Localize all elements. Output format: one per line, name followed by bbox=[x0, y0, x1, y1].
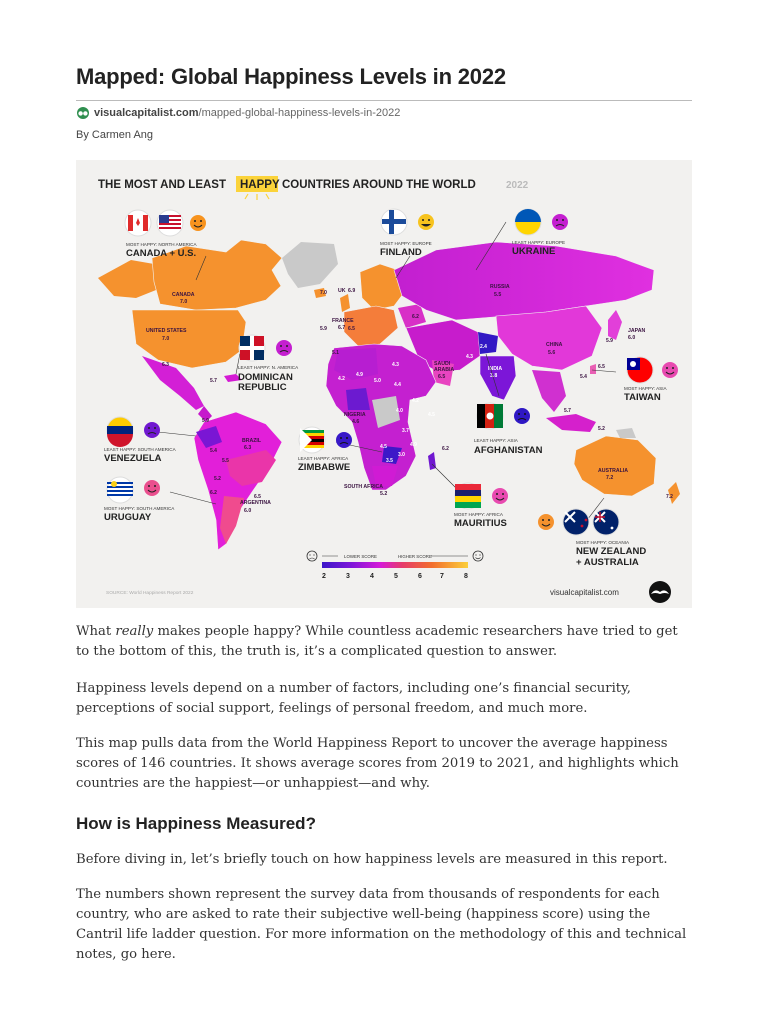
paragraph-text: What bbox=[76, 624, 116, 639]
map-value: 7.2 bbox=[666, 494, 673, 500]
label-brazil: BRAZIL bbox=[242, 438, 262, 444]
callout-mauritius bbox=[454, 483, 508, 529]
callout-name-2: + AUSTRALIA bbox=[576, 557, 639, 568]
legend-tick: 2 bbox=[322, 573, 326, 580]
legend-tick: 8 bbox=[464, 573, 468, 580]
source-line bbox=[76, 107, 400, 119]
happy-face-icon bbox=[662, 362, 678, 378]
happiness-map-infographic bbox=[76, 160, 692, 608]
callout-name: TAIWAN bbox=[624, 392, 661, 403]
callout-label: LEAST HAPPY: SOUTH AMERICA bbox=[104, 447, 176, 452]
uk-shape bbox=[340, 294, 350, 312]
value-australia: 7.2 bbox=[606, 475, 614, 481]
legend-tick: 4 bbox=[370, 573, 374, 580]
article-title: Mapped: Global Happiness Levels in 2022 bbox=[76, 64, 506, 89]
label-india: INDIA bbox=[488, 366, 503, 372]
callout-name: URUGUAY bbox=[104, 512, 152, 523]
legend-lower-label: LOWER SCORE bbox=[344, 554, 377, 559]
map-value: 6.5 bbox=[254, 494, 261, 500]
visual-capitalist-mustache-logo-icon bbox=[649, 581, 671, 603]
map-value: 5.7 bbox=[564, 408, 571, 414]
visual-capitalist-logo-icon bbox=[76, 107, 90, 119]
section-heading: How is Happiness Measured? bbox=[76, 814, 316, 833]
map-value: 6.2 bbox=[412, 314, 419, 320]
callout-name-1: NEW ZEALAND bbox=[576, 546, 647, 557]
callout-finland bbox=[380, 209, 434, 258]
callout-label: MOST HAPPY: AFRICA bbox=[454, 512, 503, 517]
paragraph-text: . bbox=[171, 947, 176, 962]
callout-name: AFGHANISTAN bbox=[474, 445, 543, 456]
legend-gradient-bar bbox=[322, 562, 468, 568]
legend-tick: 5 bbox=[394, 573, 398, 580]
callout-name: FINLAND bbox=[380, 247, 422, 258]
map-value: 5.9 bbox=[202, 418, 209, 424]
map-value: 3.0 bbox=[398, 452, 405, 458]
alaska-shape bbox=[98, 260, 156, 298]
paragraph-text: The numbers shown represent the survey data from thousands of respondents for each country, who are asked to rate their subjective well-being (happiness score) using the Cantril life ladder question. For more information on the methodology of this and technical notes, go bbox=[76, 887, 687, 962]
grin-face-icon bbox=[418, 214, 434, 230]
map-value: 5.9 bbox=[606, 338, 613, 344]
map-value: 2.4 bbox=[480, 344, 487, 350]
sun-rays-icon bbox=[245, 194, 269, 200]
happy-face-icon bbox=[473, 551, 483, 561]
sad-face-icon bbox=[307, 551, 317, 561]
world-happiness-map bbox=[76, 160, 692, 608]
callout-label: MOST HAPPY: EUROPE bbox=[380, 241, 432, 246]
value-china: 5.6 bbox=[548, 350, 556, 356]
greenland-shape bbox=[282, 242, 338, 288]
happy-face-icon bbox=[538, 514, 554, 530]
legend-tick: 3 bbox=[346, 573, 350, 580]
emphasis-text: really bbox=[115, 624, 154, 639]
callout-label: MOST HAPPY: SOUTH AMERICA bbox=[104, 506, 175, 511]
callout-dominican-republic bbox=[238, 335, 299, 393]
map-value: 4.9 bbox=[410, 442, 417, 448]
value-canada: 7.0 bbox=[180, 299, 188, 305]
paragraph-3: This map pulls data from the World Happiness Report to uncover the average happiness scores of 146 countries. It shows average scores from 2019 to 2021, and highlights which countries are the happiest—or unhappiest—and why. bbox=[76, 736, 679, 791]
sad-face-icon bbox=[552, 214, 568, 230]
australia-shape bbox=[574, 436, 656, 496]
label-nigeria: NIGERIA bbox=[344, 412, 366, 418]
callout-name: ZIMBABWE bbox=[298, 462, 351, 473]
map-value: 4.3 bbox=[392, 362, 399, 368]
paragraph-2: Happiness levels depend on a number of factors, including one’s financial security, perceptions of social support, feelings of personal freedom, and much more. bbox=[76, 681, 631, 716]
label-argentina: ARGENTINA bbox=[240, 500, 271, 506]
callout-taiwan bbox=[624, 357, 678, 403]
label-russia: RUSSIA bbox=[490, 284, 510, 290]
callout-zimbabwe bbox=[298, 427, 352, 473]
map-value: 4.2 bbox=[338, 376, 345, 382]
map-value: 5.1 bbox=[332, 350, 339, 356]
map-value: 6.2 bbox=[210, 490, 217, 496]
callout-name: UKRAINE bbox=[512, 246, 556, 257]
map-value: 6.5 bbox=[598, 364, 605, 370]
value-brazil: 6.3 bbox=[244, 445, 252, 451]
map-value: 6.3 bbox=[162, 362, 169, 368]
callout-label: LEAST HAPPY: EUROPE bbox=[512, 240, 566, 245]
value-france: 6.7 bbox=[338, 325, 346, 331]
map-value: 4.0 bbox=[396, 408, 403, 414]
callout-name: MAURITIUS bbox=[454, 518, 507, 529]
map-value: 3.7 bbox=[402, 428, 409, 434]
value-argentina: 6.0 bbox=[244, 508, 252, 514]
taiwan-shape bbox=[590, 364, 596, 374]
label-france: FRANCE bbox=[332, 318, 354, 324]
headline-highlight: HAPPY bbox=[240, 179, 280, 191]
source-note: SOURCE: World Happiness Report 2022 bbox=[106, 591, 194, 596]
callout-nz-australia bbox=[538, 509, 646, 568]
callout-label: LEAST HAPPY: ASIA bbox=[474, 438, 518, 443]
indonesia-shape bbox=[546, 414, 596, 432]
callout-canada-us bbox=[125, 210, 206, 259]
happy-face-icon bbox=[492, 488, 508, 504]
brand-text: visualcapitalist.com bbox=[550, 588, 619, 597]
map-value: 5.7 bbox=[210, 378, 217, 384]
value-nigeria: 4.6 bbox=[352, 419, 360, 425]
sad-face-icon bbox=[276, 340, 292, 356]
title-divider bbox=[76, 100, 692, 101]
headline-year: 2022 bbox=[506, 180, 529, 191]
callout-name: VENEZUELA bbox=[104, 453, 162, 464]
japan-shape bbox=[608, 310, 622, 340]
callout-label: LEAST HAPPY: AFRICA bbox=[298, 456, 349, 461]
sad-face-icon bbox=[336, 432, 352, 448]
byline: By Carmen Ang bbox=[76, 129, 154, 141]
paragraph-1 bbox=[76, 622, 692, 662]
headline-rest: COUNTRIES AROUND THE WORLD bbox=[282, 179, 476, 191]
value-india: 3.8 bbox=[490, 373, 498, 379]
source-path: /mapped-global-happiness-levels-in-2022 bbox=[198, 107, 401, 119]
label-usa: UNITED STATES bbox=[146, 328, 187, 334]
callout-afghanistan bbox=[474, 403, 543, 456]
paragraph-5 bbox=[76, 885, 692, 965]
callout-label: MOST HAPPY: NORTH AMERICA bbox=[126, 242, 197, 247]
nigeria-shape bbox=[346, 388, 370, 410]
map-value: 6.5 bbox=[348, 326, 355, 332]
value-south-africa: 5.2 bbox=[380, 491, 388, 497]
map-value: 5.9 bbox=[320, 326, 327, 332]
callout-label: MOST HAPPY: ASIA bbox=[624, 386, 667, 391]
callout-name-2: REPUBLIC bbox=[238, 382, 287, 393]
map-value: 5.2 bbox=[214, 476, 221, 482]
new-zealand-shape bbox=[668, 482, 680, 504]
paragraph-4: Before diving in, let’s briefly touch on how happiness levels are measured in this report. bbox=[76, 852, 668, 867]
label-uk: UK bbox=[338, 288, 346, 294]
map-value: 5.0 bbox=[374, 378, 381, 384]
map-value: 4.5 bbox=[380, 444, 387, 450]
callout-uruguay bbox=[104, 477, 175, 523]
map-value: 5.5 bbox=[222, 458, 229, 464]
happy-face-icon bbox=[190, 215, 206, 231]
afghanistan-shape bbox=[478, 332, 498, 354]
png-nodata-shape bbox=[616, 428, 636, 438]
source-domain: visualcapitalist.com bbox=[94, 107, 199, 119]
value-saudi: 6.5 bbox=[438, 374, 446, 380]
infographic-headline: THE MOST AND LEAST bbox=[98, 179, 226, 191]
value-japan: 6.0 bbox=[628, 335, 636, 341]
map-value: 4.2 bbox=[412, 398, 419, 404]
map-value: 4.4 bbox=[394, 382, 401, 388]
source-link[interactable] bbox=[94, 107, 400, 119]
label-south-africa: SOUTH AFRICA bbox=[344, 484, 383, 490]
callout-venezuela bbox=[104, 417, 177, 464]
label-china: CHINA bbox=[546, 342, 563, 348]
se-asia-shape bbox=[532, 370, 566, 412]
label-saudi-1: SAUDI bbox=[434, 361, 451, 367]
map-value: 6.2 bbox=[442, 446, 449, 452]
label-australia: AUSTRALIA bbox=[598, 468, 628, 474]
callout-name-1: DOMINICAN bbox=[238, 372, 293, 383]
callout-label: LEAST HAPPY: N. AMERICA bbox=[238, 365, 299, 370]
map-value: 5.2 bbox=[598, 426, 605, 432]
map-value: 4.9 bbox=[356, 372, 363, 378]
callout-name: CANADA + U.S. bbox=[126, 248, 197, 259]
legend-higher-label: HIGHER SCORE bbox=[398, 554, 432, 559]
methodology-link[interactable]: here bbox=[141, 947, 172, 962]
color-legend bbox=[307, 551, 483, 580]
map-value: 5.4 bbox=[580, 374, 587, 380]
legend-tick: 6 bbox=[418, 573, 422, 580]
happy-face-icon bbox=[144, 480, 160, 496]
map-value: 3.5 bbox=[386, 458, 393, 464]
value-russia: 5.5 bbox=[494, 292, 502, 298]
madagascar-shape bbox=[428, 452, 436, 470]
value-uk: 6.9 bbox=[348, 288, 356, 294]
label-japan: JAPAN bbox=[628, 328, 646, 334]
legend-tick: 7 bbox=[440, 573, 444, 580]
label-saudi-2: ARABIA bbox=[434, 367, 455, 373]
map-value: 4.3 bbox=[466, 354, 473, 360]
label-canada: CANADA bbox=[172, 292, 195, 298]
map-value: 5.4 bbox=[210, 448, 217, 454]
map-value: 4.5 bbox=[428, 412, 435, 418]
sad-face-icon bbox=[514, 408, 530, 424]
value-usa: 7.0 bbox=[162, 336, 170, 342]
callout-label: MOST HAPPY: OCEANIA bbox=[576, 540, 630, 545]
map-value: 7.0 bbox=[320, 290, 327, 296]
paragraph-text: makes people happy? While countless academic researchers have tried to get to the bottom of this, the truth is, it’s a complicated question to answer. bbox=[76, 624, 678, 659]
sad-face-icon bbox=[144, 422, 160, 438]
